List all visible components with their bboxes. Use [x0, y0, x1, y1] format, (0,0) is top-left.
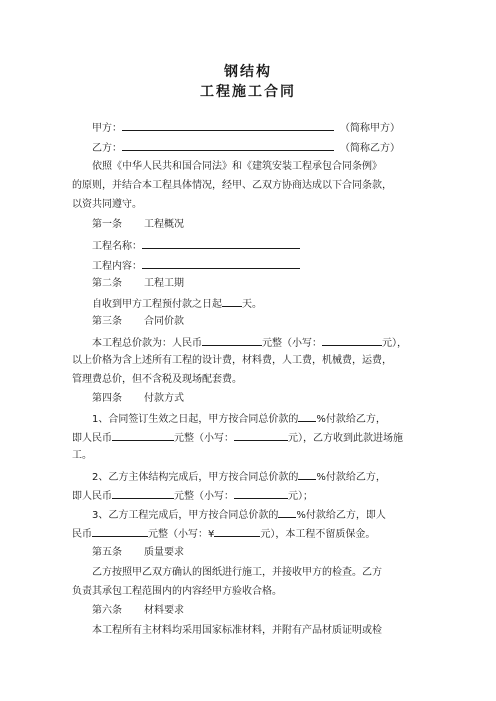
payment-1-rmb-blank[interactable]	[112, 430, 174, 441]
payment-text: 2、乙方主体结构完成后，甲方按合同总价款的	[92, 472, 299, 483]
payment-2-line-2	[72, 488, 313, 504]
article-title: 付款方式	[144, 393, 184, 404]
payment-text: 即人民币	[72, 433, 112, 444]
payment-1-line-1	[92, 411, 386, 427]
party-a-blank[interactable]	[122, 120, 334, 131]
party-b-suffix: （简称乙方）	[340, 143, 400, 154]
payment-2-percent-blank[interactable]	[298, 469, 316, 480]
payment-text: 民币	[72, 529, 92, 540]
party-a-label: 甲方：	[92, 123, 122, 134]
payment-3-line-2	[72, 526, 375, 542]
payment-2-small-blank[interactable]	[234, 488, 288, 499]
period-text: 自收到甲方工程预付款之日起	[92, 299, 222, 310]
price-text: 本工程总价款为：人民币	[92, 338, 202, 349]
article-number: 第二条	[92, 278, 122, 289]
payment-text: 元），乙方收到此款进场施	[288, 433, 403, 444]
payment-1-line-3: 工。	[72, 450, 92, 461]
article-title: 工程工期	[144, 278, 184, 289]
party-b-blank[interactable]	[122, 140, 334, 151]
article-number: 第五条	[92, 547, 122, 558]
article-number: 第三条	[92, 316, 122, 327]
intro-line-2: 的原则，并结合本工程具体情况，经甲、乙双方协商达成以下合同条款，	[72, 180, 392, 191]
payment-1-line-2	[72, 430, 403, 446]
article-3-heading	[92, 315, 184, 329]
quality-line-1: 乙方按照甲乙双方确认的图纸进行施工，并接收甲方的检查。乙方	[92, 567, 382, 578]
party-a-suffix: （简称甲方）	[340, 123, 400, 134]
document-title: 钢结构	[224, 64, 272, 80]
payment-text: 元整（小写：¥	[148, 529, 215, 540]
price-rmb-blank[interactable]	[202, 335, 262, 346]
article-number: 第四条	[92, 393, 122, 404]
document-subtitle: 工程施工合同	[200, 84, 296, 100]
payment-2-rmb-blank[interactable]	[112, 488, 174, 499]
payment-2-line-1	[92, 469, 386, 485]
party-b-label: 乙方：	[92, 143, 122, 154]
project-name-blank[interactable]	[142, 238, 300, 249]
party-a-line	[92, 120, 400, 136]
payment-text: 3、乙方工程完成后，甲方按合同总价款的	[92, 510, 279, 521]
price-text: 元整（小写：	[262, 338, 322, 349]
price-text: 元），	[382, 338, 407, 349]
payment-3-small-blank[interactable]	[214, 526, 260, 537]
payment-text: 元整（小写：	[174, 433, 234, 444]
article-title: 质量要求	[144, 547, 184, 558]
payment-1-percent-blank[interactable]	[298, 411, 316, 422]
payment-text: 元整（小写：	[174, 491, 234, 502]
material-line-1: 本工程所有主材料均采用国家标准材料，并附有产品材质证明或检	[92, 625, 382, 636]
payment-3-line-1	[92, 507, 386, 523]
payment-text: %付款给乙方，即人	[296, 510, 386, 521]
payment-3-percent-blank[interactable]	[278, 507, 296, 518]
article-title: 工程概况	[144, 219, 184, 230]
price-small-blank[interactable]	[322, 335, 382, 346]
project-content-blank[interactable]	[142, 258, 300, 269]
article-1-heading	[92, 218, 184, 232]
payment-3-rmb-blank[interactable]	[92, 526, 148, 537]
payment-text: %付款给乙方，	[316, 472, 386, 483]
project-name-line	[92, 238, 300, 254]
project-content-label: 工程内容：	[92, 261, 142, 272]
article-number: 第六条	[92, 605, 122, 616]
party-b-line	[92, 140, 400, 156]
intro-line-3: 以资共同遵守。	[72, 199, 142, 210]
payment-1-small-blank[interactable]	[234, 430, 288, 441]
project-content-line	[92, 258, 300, 274]
price-line-3: 管理费总价，但不含税及现场配套费。	[72, 374, 242, 385]
payment-text: 元），本工程不留质保金。	[260, 529, 376, 540]
project-name-label: 工程名称：	[92, 241, 142, 252]
period-days-blank[interactable]	[222, 296, 242, 307]
price-line-2: 以上价格为含上述所有工程的设计费，材料费，人工费，机械费，运费，	[72, 355, 392, 366]
article-title: 合同价款	[144, 316, 184, 327]
article-4-heading	[92, 392, 184, 406]
article-5-heading	[92, 546, 184, 560]
intro-line-1: 依照《中华人民共和国合同法》和《建筑安装工程承包合同条例》	[92, 161, 382, 172]
quality-line-2: 负责其承包工程范围内的内容经甲方验收合格。	[72, 586, 282, 597]
price-line-1	[92, 335, 407, 351]
period-line	[92, 296, 262, 312]
article-6-heading	[92, 604, 184, 618]
payment-text: 即人民币	[72, 491, 112, 502]
article-2-heading	[92, 277, 184, 291]
article-number: 第一条	[92, 219, 122, 230]
payment-text: %付款给乙方，	[316, 414, 386, 425]
period-unit: 天。	[242, 299, 262, 310]
payment-text: 1、合同签订生效之日起，甲方按合同总价款的	[92, 414, 299, 425]
payment-text: 元）；	[288, 491, 313, 502]
article-title: 材料要求	[144, 605, 184, 616]
